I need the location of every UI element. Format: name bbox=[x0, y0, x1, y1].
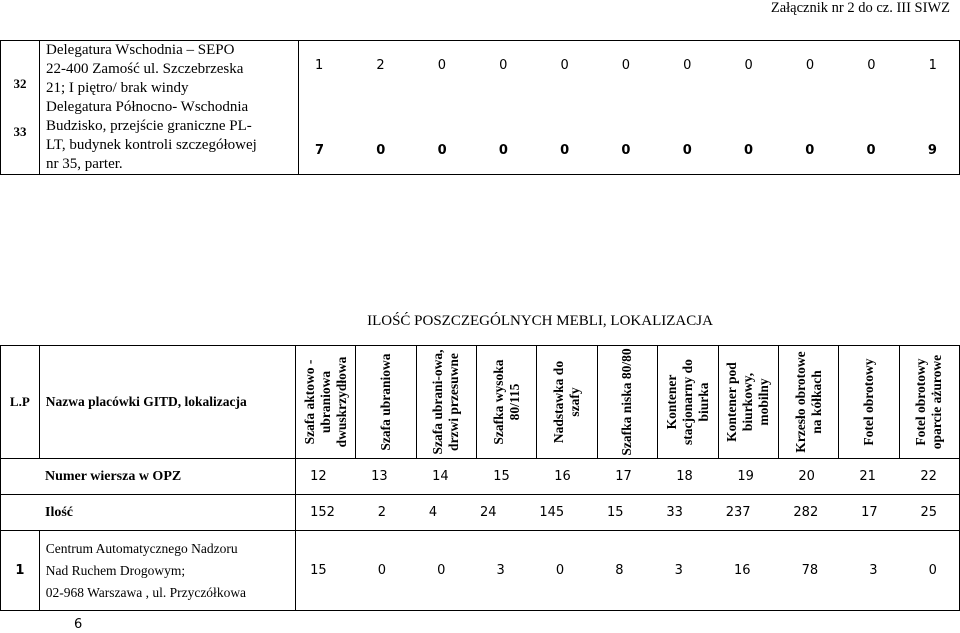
v32-10: 1 bbox=[928, 57, 937, 73]
ilosc-18: 33 bbox=[666, 505, 683, 520]
top-table bbox=[0, 40, 960, 215]
data-12: 15 bbox=[310, 563, 327, 578]
data-19: 16 bbox=[733, 563, 751, 578]
v32-7: 0 bbox=[744, 57, 753, 73]
v32-2: 0 bbox=[437, 57, 446, 73]
ilosc-14: 4 bbox=[428, 505, 438, 520]
v32-0: 1 bbox=[315, 57, 324, 73]
v32-3: 0 bbox=[499, 57, 508, 73]
data-lp: 1 bbox=[1, 531, 40, 611]
v33-0: 7 bbox=[315, 142, 325, 158]
opz-17: 17 bbox=[615, 469, 632, 484]
furniture-table bbox=[0, 345, 960, 611]
col-header-12 bbox=[296, 346, 356, 459]
col-header-19-text: Kontener pod biurkowy, mobilny bbox=[724, 362, 772, 442]
ilosc-16: 145 bbox=[539, 505, 565, 520]
row32-line2 bbox=[46, 60, 298, 79]
data-16: 0 bbox=[555, 563, 565, 578]
col-header-21 bbox=[839, 346, 899, 459]
v33-9: 0 bbox=[866, 142, 876, 158]
opz-22: 22 bbox=[920, 469, 937, 484]
data-14: 0 bbox=[437, 563, 446, 578]
opz-20: 20 bbox=[798, 469, 815, 484]
spacer bbox=[1, 175, 960, 216]
col-header-16 bbox=[537, 346, 597, 459]
ilosc-label: Ilość bbox=[1, 495, 296, 531]
data-21: 3 bbox=[869, 563, 878, 578]
section-title: ILOŚĆ POSZCZEGÓLNYCH MEBLI, LOKALIZACJA bbox=[367, 313, 713, 329]
lp-32: 32 bbox=[13, 75, 27, 91]
col-header-15 bbox=[477, 346, 537, 459]
data-name-line1: Centrum Automatycznego Nadzoru bbox=[45, 540, 238, 556]
v33-7: 0 bbox=[743, 142, 754, 158]
col-header-14-text: Szafa ubrani-owa, drzwi przesuwne bbox=[430, 349, 462, 455]
opz-values bbox=[296, 459, 960, 495]
col-header-14 bbox=[416, 346, 476, 459]
opz-15: 15 bbox=[493, 469, 510, 484]
v33-4: 0 bbox=[560, 142, 570, 158]
v33-1: 0 bbox=[376, 142, 386, 158]
v32-5: 0 bbox=[621, 57, 631, 73]
opz-14: 14 bbox=[432, 469, 449, 484]
ilosc-12: 152 bbox=[310, 505, 335, 520]
col-header-19 bbox=[718, 346, 778, 459]
row32-line2-text: 22-400 Zamość ul. Szczebrzeska bbox=[46, 61, 244, 77]
opz-13: 13 bbox=[371, 469, 388, 484]
ilosc-17: 15 bbox=[607, 505, 624, 520]
col-header-17 bbox=[597, 346, 657, 459]
row33-line3: LT, budynek kontroli szczegółowej bbox=[46, 137, 257, 153]
data-18: 3 bbox=[674, 563, 683, 578]
data-20: 78 bbox=[801, 563, 819, 578]
ilosc-15: 24 bbox=[479, 505, 497, 520]
data-13: 0 bbox=[377, 563, 387, 578]
col-header-12-text: Szafa aktowo -ubraniowa dwuskrzydłowa bbox=[301, 356, 349, 448]
v33-8: 0 bbox=[805, 142, 815, 158]
v33-10: 9 bbox=[927, 142, 937, 158]
col-header-16-text: Nadstawka do szafy bbox=[551, 360, 583, 444]
data-17: 8 bbox=[615, 563, 624, 578]
v32-9: 0 bbox=[867, 57, 876, 73]
ilosc-20: 282 bbox=[793, 505, 819, 520]
opz-21: 21 bbox=[859, 469, 876, 484]
col-header-21-text: Fotel obrotowy bbox=[860, 358, 876, 446]
data-name-line3: 02-968 Warszawa , ul. Przyczółkowa bbox=[45, 584, 247, 600]
row33-line4: nr 35, parter. bbox=[46, 156, 123, 172]
opz-label: Numer wiersza w OPZ bbox=[1, 459, 296, 495]
ilosc-22: 25 bbox=[920, 505, 937, 520]
col-header-18 bbox=[658, 346, 718, 459]
opz-12: 12 bbox=[310, 469, 327, 484]
col-header-22-text: Fotel obrotowy oparcie ażurowe bbox=[913, 354, 945, 450]
lp-header: L.P bbox=[1, 346, 40, 459]
data-name-cell bbox=[39, 531, 295, 611]
col-header-17-text: Szafka niska 80/80 bbox=[619, 348, 635, 456]
row33-line2: Budzisko, przejście graniczne PL- bbox=[46, 118, 252, 134]
v33-5: 0 bbox=[621, 142, 631, 158]
name-header: Nazwa placówki GITD, lokalizacja bbox=[39, 346, 295, 459]
row33-values bbox=[299, 143, 959, 158]
v33-2: 0 bbox=[437, 142, 447, 158]
opz-18: 18 bbox=[676, 469, 693, 484]
attachment-header: Załącznik nr 2 do cz. III SIWZ bbox=[770, 0, 950, 16]
v33-3: 0 bbox=[498, 142, 508, 158]
data-values bbox=[296, 531, 960, 611]
lp-33: 33 bbox=[13, 123, 27, 139]
data-15: 3 bbox=[496, 563, 505, 578]
ilosc-19: 237 bbox=[725, 505, 751, 520]
col-header-18-text: Kontener stacjonarny do biurka bbox=[663, 359, 711, 445]
v33-6: 0 bbox=[682, 142, 692, 158]
top-name-cell bbox=[40, 41, 299, 175]
top-values-cell bbox=[299, 41, 960, 175]
v32-8: 0 bbox=[805, 57, 815, 73]
col-header-20-text: Krzesło obrotowe na kółkach bbox=[792, 351, 824, 453]
v32-4: 0 bbox=[560, 57, 569, 73]
col-header-15-text: Szafka wysoka 80/115 bbox=[490, 359, 522, 445]
ilosc-21: 17 bbox=[861, 505, 878, 520]
data-22: 0 bbox=[928, 563, 937, 578]
col-header-13 bbox=[356, 346, 416, 459]
v32-1: 2 bbox=[376, 57, 385, 73]
col-header-13-text: Szafa ubraniowa bbox=[378, 353, 394, 451]
ilosc-13: 2 bbox=[377, 505, 387, 520]
col-header-22 bbox=[899, 346, 959, 459]
col-header-20 bbox=[778, 346, 838, 459]
v32-6: 0 bbox=[683, 57, 692, 73]
row32-values bbox=[299, 58, 959, 73]
row33-line1: Delegatura Północno- Wschodnia bbox=[46, 99, 249, 115]
opz-19: 19 bbox=[737, 469, 754, 484]
ilosc-values bbox=[296, 495, 960, 531]
page-number: 6 bbox=[74, 617, 83, 632]
row32-line3: 21; I piętro/ brak windy bbox=[46, 80, 189, 96]
data-name-line2: Nad Ruchem Drogowym; bbox=[45, 562, 186, 578]
top-lp-cell bbox=[1, 41, 40, 175]
opz-16: 16 bbox=[554, 469, 571, 484]
row32-line1: Delegatura Wschodnia – SEPO bbox=[46, 42, 235, 58]
